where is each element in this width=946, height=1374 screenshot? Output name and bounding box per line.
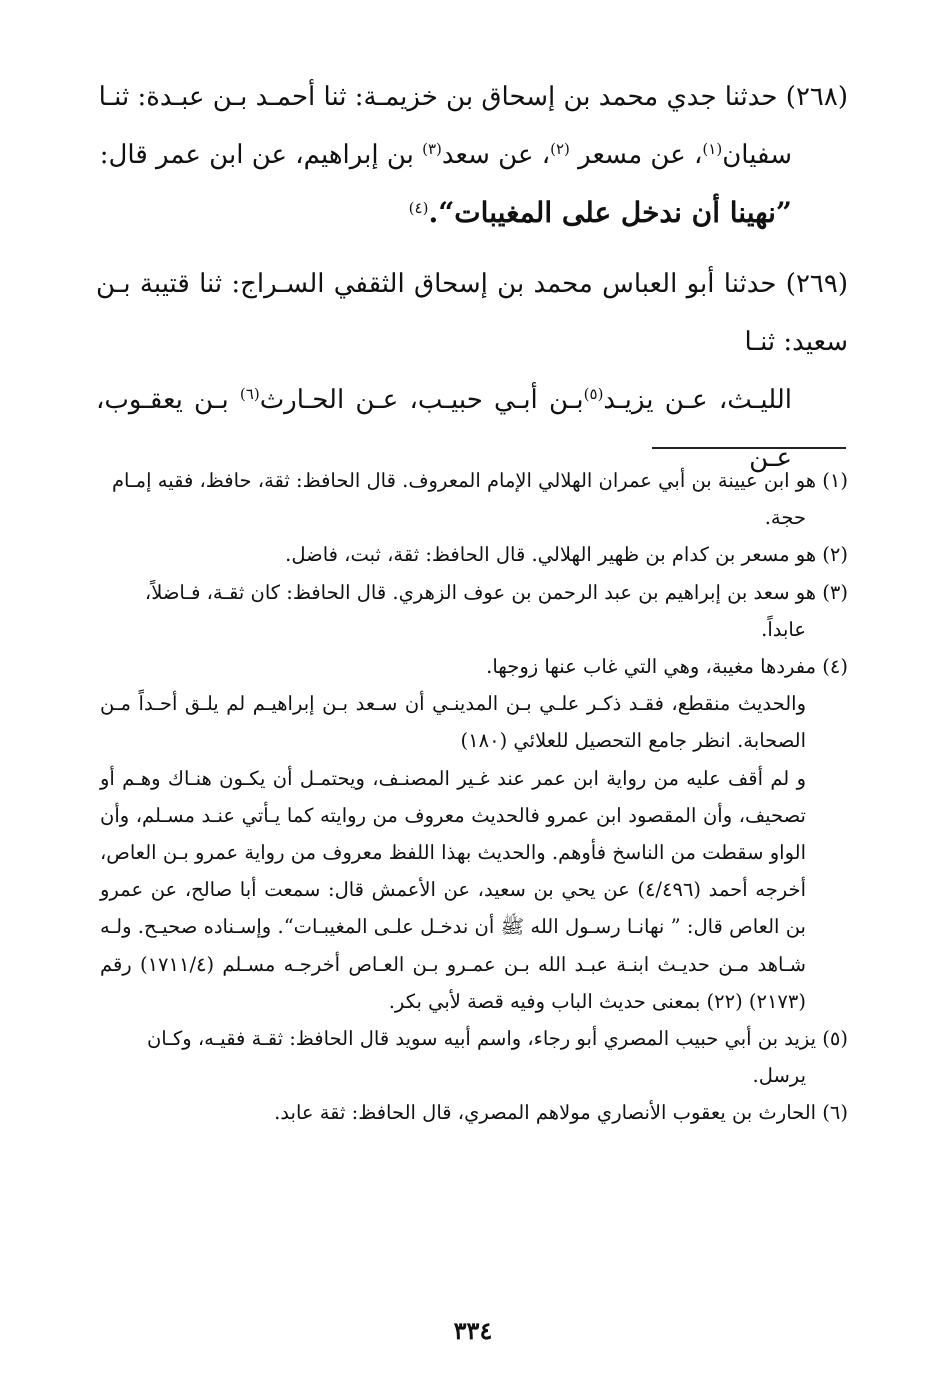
hadith-269 bbox=[96, 255, 848, 487]
footnote-ref: (٥) bbox=[583, 385, 604, 403]
hadith-number: (٢٦٨) bbox=[785, 82, 848, 112]
isnad-line-2: الليـث، عـن يزيـد$^{(٥)}$بـن أبـي حبيـب، عـن الحـارث$^{(٦)}$ بـن يعقـوب، عـن bbox=[96, 385, 792, 473]
isnad-line: حدثنا أبو العباس محمد بن إسحاق الثقفي السـراج: ثنا قتيبة بـن سعيد: ثنـا bbox=[96, 269, 848, 357]
isnad-line-2: سفيان$^{(١)}$، عن مسعر $^{(٢)}$، عن سعد$^{(٣)}$ بن إبراهيم، عن ابن عمر قال: bbox=[99, 140, 792, 170]
footnote-ref: (٢) bbox=[550, 140, 570, 158]
footnote-4-commentary-2: و لم أقف عليه من رواية ابن عمر عند غـير المصنـف، ويحتمـل أن يكـون هنـاك وهـم أو تصحيف، وأن المقصود ابن عمرو فالحديث معروف من روايته كما يـأتي عنـد مسـلم، وأن الواو سقطت من الناسخ فأوهم. والحديث بهذا اللفظ معروف من رواية عمرو بـن العاص، أخرجه أحمد (٤/٤٩٦) عن يحي بن سعيد، عن الأعمش قال: سمعت أبا صالح، عن عمرو بن العاص قال: ” نهانـا رسـول الله ﷺ أن ندخـل علـى المغيبـات“. وإسـناده صحيـح. ولـه شـاهد مـن حديـث ابنـة عبـد الله بـن عمـرو بـن العـاص أخرجـه مسـلم (١٧١١/٤) رقم (٢١٧٣) (٢٢) بمعنى حديث الباب وفيه قصة لأبي بكر. bbox=[100, 766, 807, 1013]
matn-quote: ”نهينا أن ندخل على المغيبات“. bbox=[428, 196, 792, 229]
hadith-text bbox=[96, 68, 848, 487]
hadith-268 bbox=[96, 68, 848, 243]
isnad-line: حدثنا جدي محمد بن إسحاق بن خزيمـة: ثنا أحمـد بـن عبـدة: ثنـا bbox=[98, 82, 778, 112]
matn-line bbox=[96, 184, 848, 243]
footnote-ref: (١) bbox=[702, 140, 723, 158]
footnote-1: (١) هو ابن عيينة بن أبي عمران الهلالي الإمام المعروف. قال الحافظ: ثقة، حافظ، فقيه إمـام حجة. bbox=[111, 469, 848, 530]
footnote-ref: (٣) bbox=[422, 140, 442, 158]
footnote-5: (٥) يزيد بن أبي حبيب المصري أبو رجاء، واسم أبيه سويد قال الحافظ: ثقـة فقيـه، وكـان يرسل. bbox=[146, 1027, 848, 1088]
footnote-6: (٦) الحارث بن يعقوب الأنصاري مولاهم المصري، قال الحافظ: ثقة عابد. bbox=[274, 1101, 848, 1125]
footnote-ref: (٦) bbox=[239, 385, 260, 403]
footnote-4-commentary-1: والحديث منقطع، فقـد ذكـر علـي بـن المدينـي أن سـعد بـن إبراهيـم لم يلـق أحـداً مـن الصحابة. انظر جامع التحصيل للعلائي (١٨٠) bbox=[100, 692, 806, 753]
footnote-separator bbox=[652, 447, 846, 449]
footnote-ref: (٤) bbox=[408, 199, 429, 217]
hadith-number: (٢٦٩) bbox=[785, 269, 848, 299]
footnote-4: (٤) مفردها مغيبة، وهي التي غاب عنها زوجها. bbox=[486, 655, 848, 679]
footnotes bbox=[100, 462, 848, 1132]
footnote-2: (٢) هو مسعر بن كدام بن ظهير الهلالي. قال الحافظ: ثقة، ثبت، فاضل. bbox=[285, 543, 848, 567]
footnote-3: (٣) هو سعد بن إبراهيم بن عبد الرحمن بن عوف الزهري. قال الحافظ: كان ثقـة، فـاضلاً، عابداً. bbox=[144, 580, 848, 641]
page-number: ٣٣٤ bbox=[453, 1316, 493, 1345]
